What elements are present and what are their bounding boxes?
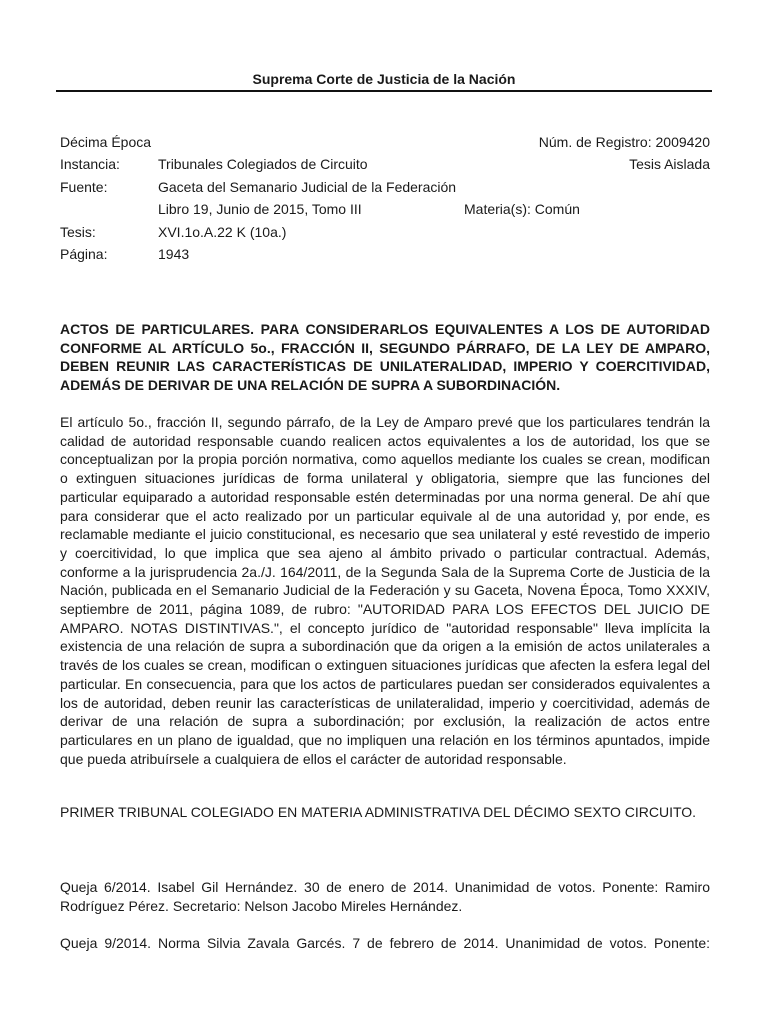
meta-row-tesis — [60, 221, 710, 243]
meta-row-instancia — [60, 153, 710, 175]
court-title: Suprema Corte de Justicia de la Nación — [252, 71, 516, 87]
pagina-value: 1943 — [158, 245, 190, 262]
registro-number: Núm. de Registro: 2009420 — [538, 134, 710, 150]
epoca-text: Décima Época — [60, 134, 152, 150]
header-divider — [56, 90, 712, 92]
thesis-metadata — [60, 131, 710, 265]
meta-row-pagina — [60, 243, 710, 265]
meta-row-epoca — [60, 131, 710, 153]
thesis-rubro: ACTOS DE PARTICULARES. PARA CONSIDERARLOS EQUIVALENTES A LOS DE AUTORIDAD CONFORME AL ARTÍCULO 5o., FRACCIÓN II, SEGUNDO PÁRRAFO, DE LA LEY DE AMPARO, DEBEN REUNIR LAS CARACTERÍSTICAS DE UNILATERALIDAD, IMPERIO Y COERCITIVIDAD, ADEMÁS DE DERIVAR DE UNA RELACIÓN DE SUPRA A SUBORDINACIÓN. — [60, 321, 710, 393]
materia-value: Materia(s): Común — [464, 201, 580, 218]
meta-row-fuente — [60, 176, 710, 198]
thesis-body: El artículo 5o., fracción II, segundo párrafo, de la Ley de Amparo prevé que los particulares tendrán la calidad de autoridad responsable cuando realicen actos equivalentes a los de autoridad, los que se conceptualizan por la propia porción normativa, como aquellos mediante los cuales se crean, modifican o extinguen situaciones jurídicas de forma unilateral y obligatoria, siempre que las funciones del particular equiparado a autoridad responsable estén determinadas por una norma general. De ahí que para considerar que el acto realizado por un particular equivale al de una autoridad y, por ende, es reclamable mediante el juicio constitucional, es necesario que sea unilateral y esté revestido de imperio y coercitividad, lo que implica que sea ajeno al ámbito privado o particular contractual. Además, conforme a la jurisprudencia 2a./J. 164/2011, de la Segunda Sala de la Suprema Corte de Justicia de la Nación, publicada en el Semanario Judicial de la Federación y su Gaceta, Novena Época, Tomo XXXIV, septiembre de 2011, página 1089, de rubro: "AUTORIDAD PARA LOS EFECTOS DEL JUICIO DE AMPARO. NOTAS DISTINTIVAS.", el concepto jurídico de "autoridad responsable" lleva implícita la existencia de una relación de supra a subordinación que da origen a la emisión de actos unilaterales a través de los cuales se crean, modifican o extinguen situaciones jurídicas que afecten la esfera legal del particular. En consecuencia, para que los actos de particulares puedan ser considerados equivalentes a los de autoridad, deben reunir las características de unilateralidad, imperio y coercitividad, además de derivar de una relación de supra a subordinación; por exclusión, la realización de actos entre particulares en un plano de igualdad, que no impliquen una relación en los términos apuntados, impide que pueda atribuírsele a cualquiera de ellos el carácter de autoridad responsable. — [60, 414, 710, 767]
tesis-value: XVI.1o.A.22 K (10a.) — [158, 223, 287, 240]
precedent-item: Queja 9/2014. Norma Silvia Zavala Garcés. 7 de febrero de 2014. Unanimidad de votos. Ponente: — [60, 935, 710, 951]
tesis-label: Tesis: — [60, 223, 96, 240]
thesis-type: Tesis Aislada — [629, 156, 710, 173]
pagina-label: Página: — [60, 245, 108, 262]
precedent-item: Queja 6/2014. Isabel Gil Hernández. 30 de enero de 2014. Unanimidad de votos. Ponente: Ramiro Rodríguez Pérez. Secretario: Nelson Jacobo Mireles Hernández. — [60, 879, 710, 914]
issuing-tribunal: PRIMER TRIBUNAL COLEGIADO EN MATERIA ADMINISTRATIVA DEL DÉCIMO SEXTO CIRCUITO. — [60, 804, 697, 820]
fuente-label: Fuente: — [60, 178, 108, 195]
instancia-value: Tribunales Colegiados de Circuito — [158, 156, 368, 173]
fuente-value: Gaceta del Semanario Judicial de la Federación — [158, 178, 457, 195]
meta-row-libro — [60, 198, 710, 220]
libro-value: Libro 19, Junio de 2015, Tomo III — [158, 201, 362, 218]
instancia-label: Instancia: — [60, 156, 120, 173]
